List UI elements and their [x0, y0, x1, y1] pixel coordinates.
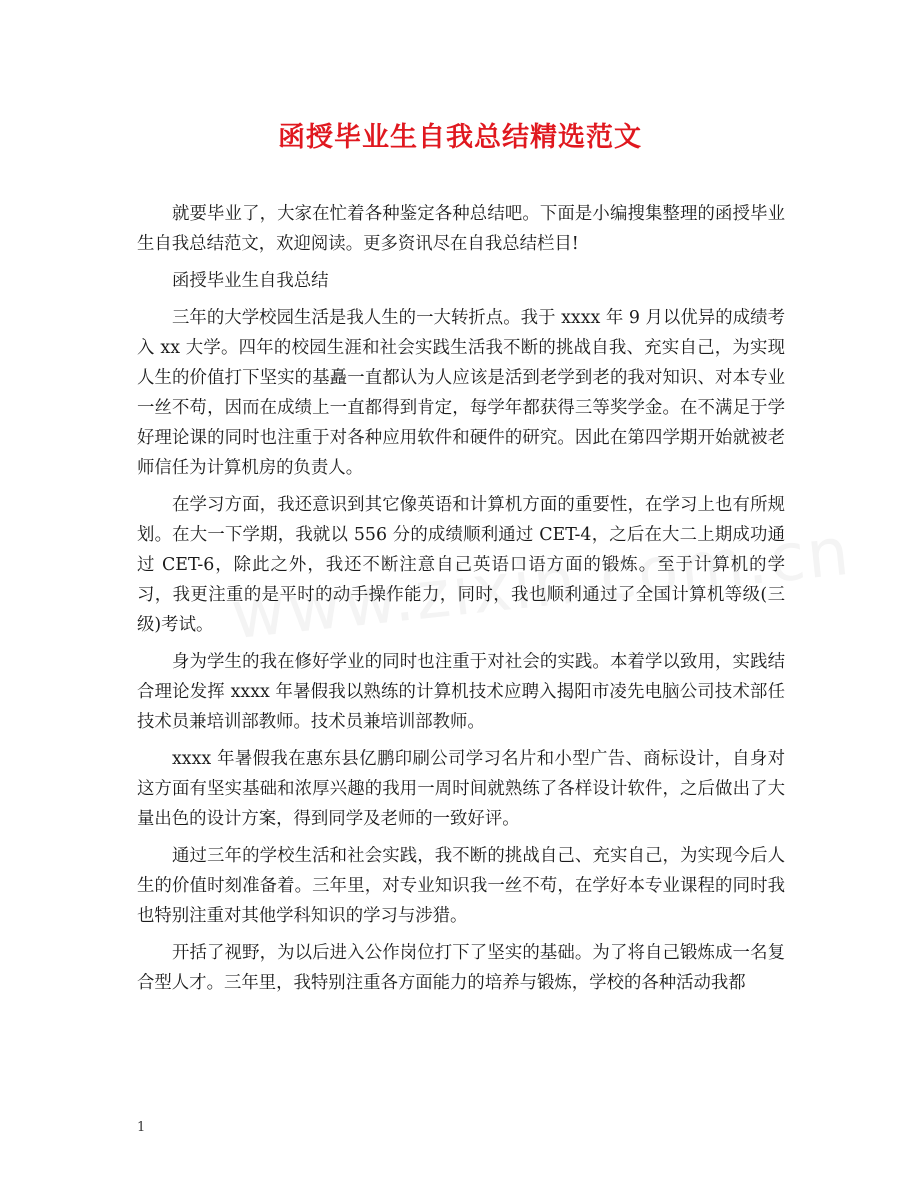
body-paragraph: 通过三年的学校生活和社会实践，我不断的挑战自己、充实自己，为实现今后人生的价值时刻准备着。三年里，对专业知识我一丝不苟，在学好本专业课程的同时我也特别注重对其他学科知识的学习与涉猎。 — [137, 846, 785, 926]
body-paragraph: 在学习方面，我还意识到其它像英语和计算机方面的重要性，在学习上也有所规划。在大一下学期，我就以 556 分的成绩顺利通过 CET-4，之后在大二上期成功通过 CET-6，除此之外，我还不断注意自己英语口语方面的锻炼。至于计算机的学习，我更注重的是平时的动手操作能力，同时，我也顺利通过了全国计算机等级(三级)考试。 — [137, 495, 785, 635]
page-number: 1 — [137, 1120, 146, 1135]
document-title: 函授毕业生自我总结精选范文 — [278, 122, 642, 153]
body-paragraph: 身为学生的我在修好学业的同时也注重于对社会的实践。本着学以致用，实践结合理论发挥 xxxx 年暑假我以熟练的计算机技术应聘入揭阳市凌先电脑公司技术部任技术员兼培训部教师。技术员兼培训部教师。 — [137, 652, 785, 732]
section-heading: 函授毕业生自我总结 — [172, 271, 329, 291]
body-paragraph: 三年的大学校园生活是我人生的一大转折点。我于 xxxx 年 9 月以优异的成绩考入 xx 大学。四年的校园生涯和社会实践生活我不断的挑战自我、充实自己，为实现人生的价值打下坚实的基矗一直都认为人应该是活到老学到老的我对知识、对本专业一丝不苟，因而在成绩上一直都得到肯定，每学年都获得三等奖学金。在不满足于学好理论课的同时也注重于对各种应用软件和硬件的研究。因此在第四学期开始就被老师信任为计算机房的负责人。 — [137, 308, 785, 478]
document-body — [137, 199, 785, 1005]
intro-paragraph: 就要毕业了，大家在忙着各种鉴定各种总结吧。下面是小编搜集整理的函授毕业生自我总结范文，欢迎阅读。更多资讯尽在自我总结栏目! — [137, 204, 785, 254]
body-paragraph: 开括了视野，为以后进入公作岗位打下了坚实的基础。为了将自己锻炼成一名复合型人才。三年里，我特别注重各方面能力的培养与锻炼，学校的各种活动我都 — [137, 943, 785, 993]
body-paragraph: xxxx 年暑假我在惠东县亿鹏印刷公司学习名片和小型广告、商标设计，自身对这方面有坚实基础和浓厚兴趣的我用一周时间就熟练了各样设计软件，之后做出了大量出色的设计方案，得到同学及老师的一致好评。 — [137, 749, 785, 829]
